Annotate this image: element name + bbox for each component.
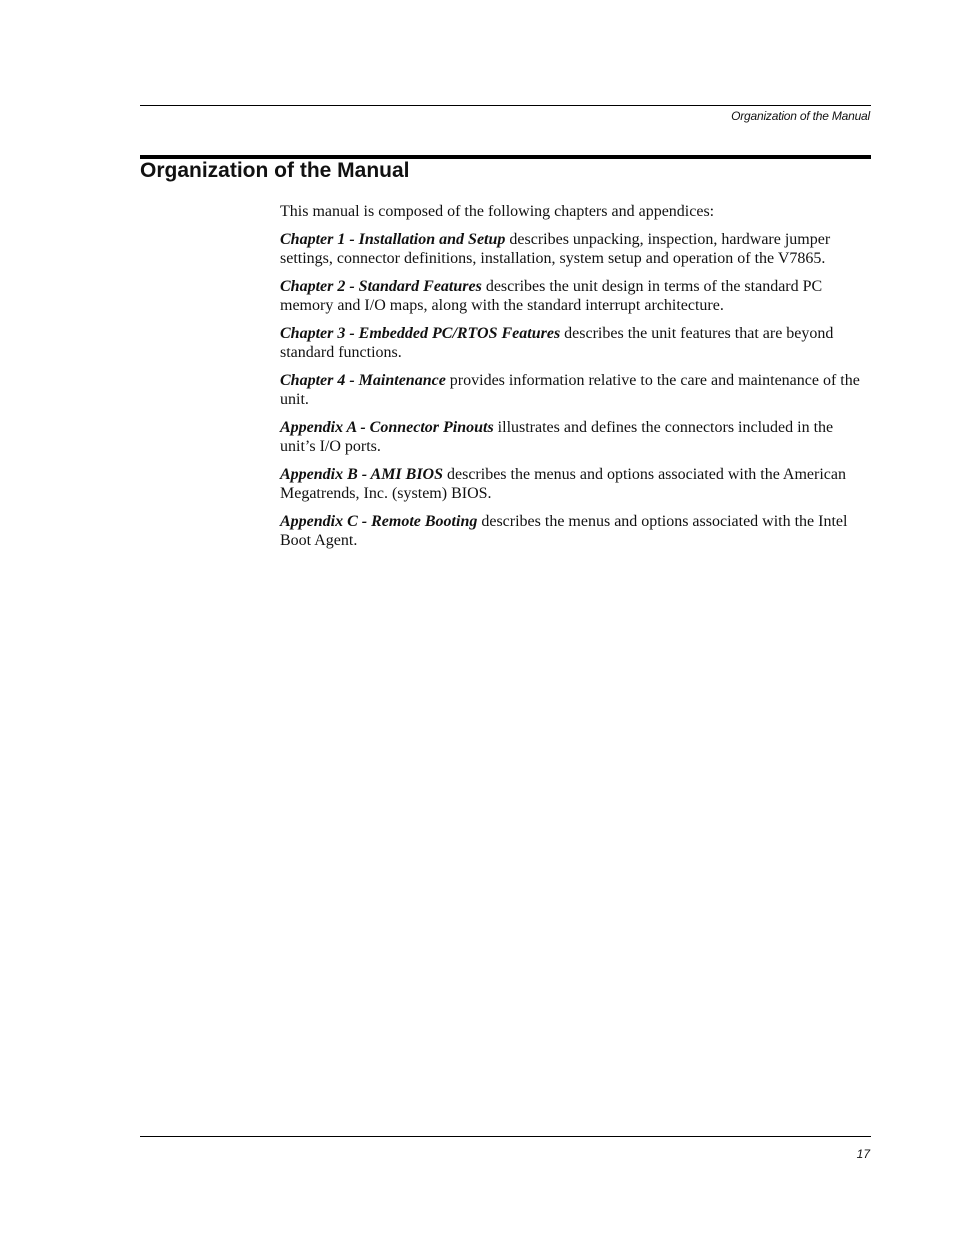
entry-lead: Appendix A - Connector Pinouts [280,419,494,436]
entry-chapter-2 [280,277,870,315]
entry-chapter-4 [280,371,870,409]
entry-lead: Chapter 2 - Standard Features [280,278,482,295]
entry-chapter-3 [280,324,870,362]
entry-chapter-1 [280,230,870,268]
entry-description: describes the unit features that are beyond standard functions. [280,325,834,361]
entry-lead: Chapter 4 - Maintenance [280,372,446,389]
entry-lead: Appendix C - Remote Booting [280,513,478,530]
running-head: Organization of the Manual [731,109,870,123]
entry-description: describes the menus and options associated with the American Megatrends, Inc. (system) BIOS. [280,466,847,502]
intro-paragraph: This manual is composed of the following chapters and appendices: [280,203,715,220]
entry-description: illustrates and defines the connectors included in the unit’s I/O ports. [280,419,834,455]
footer-rule [140,1136,871,1137]
header-rule [140,105,871,106]
entry-appendix-c [280,512,870,550]
entry-appendix-b [280,465,870,503]
entry-appendix-a [280,418,870,456]
entry-description: describes the menus and options associated with the Intel Boot Agent. [280,513,848,549]
entry-description: describes unpacking, inspection, hardware jumper settings, connector definitions, installation, system setup and operation of the V7865. [280,231,831,267]
entry-description: describes the unit design in terms of the standard PC memory and I/O maps, along with the standard interrupt architecture. [280,278,823,314]
entry-lead: Chapter 1 - Installation and Setup [280,231,506,248]
entry-lead: Chapter 3 - Embedded PC/RTOS Features [280,325,561,342]
entry-description: provides information relative to the care and maintenance of the unit. [280,372,860,408]
page-number: 17 [856,1147,870,1161]
entry-lead: Appendix B - AMI BIOS [280,466,443,483]
section-body [280,202,870,559]
section-title: Organization of the Manual [140,159,410,182]
